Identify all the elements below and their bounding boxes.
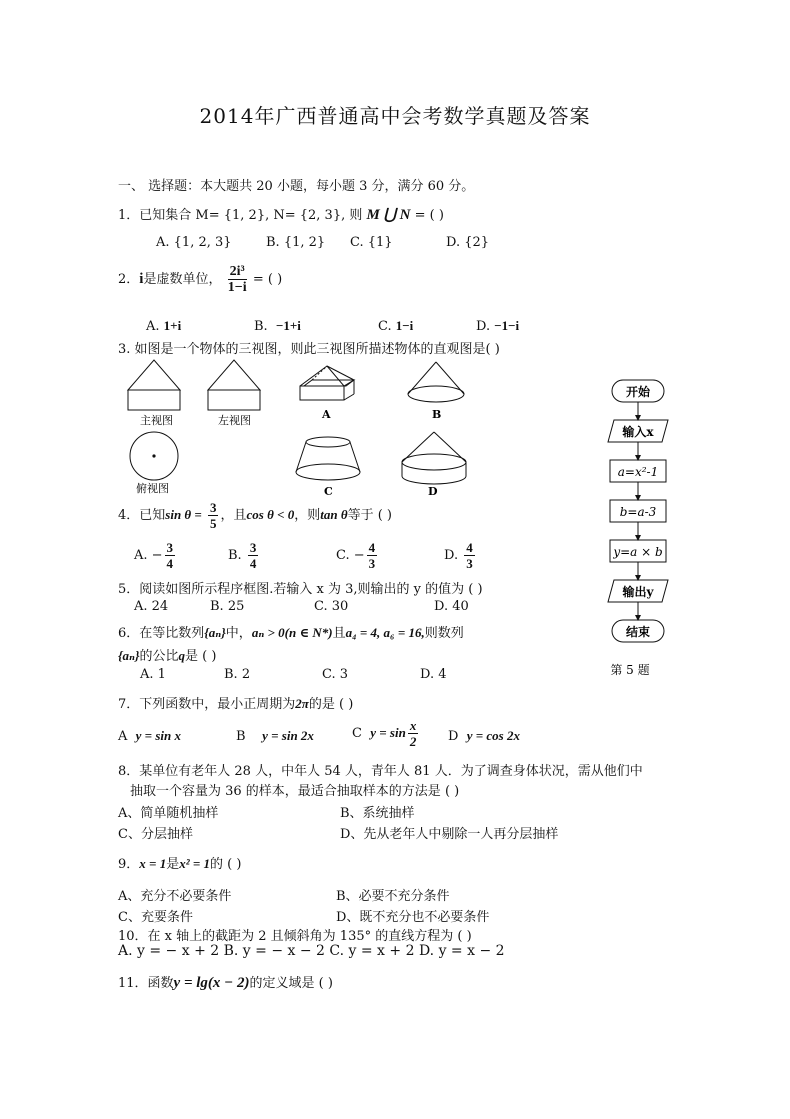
q8-option-a: A、简单随机抽样 xyxy=(118,806,219,821)
q2-denominator: 1−i xyxy=(227,280,247,295)
q2-stem: 是虚数单位， xyxy=(143,272,222,287)
q1-stem-a: 1．已知集合 M= {1, 2}, N= {2, 3}, 则 xyxy=(118,208,363,223)
q5-option-a: A. 24 xyxy=(134,599,169,614)
option-d-figure xyxy=(402,432,466,484)
q2-i: i xyxy=(139,271,144,287)
q2-number: 2． xyxy=(118,272,140,287)
flow-step1-text: a=x²-1 xyxy=(617,465,659,479)
q6-option-a: A. 1 xyxy=(140,667,166,682)
q7-a-value: y = sin x xyxy=(135,728,181,743)
question-4 xyxy=(118,500,392,531)
q4-fraction xyxy=(208,500,219,531)
flow-caption: 第 5 题 xyxy=(610,663,650,676)
q7-stem-b: 的是 ( ) xyxy=(308,697,354,712)
q4-a-label: A. − xyxy=(134,548,163,563)
top-view-label: 俯视图 xyxy=(136,482,169,495)
question-11 xyxy=(118,972,333,992)
q7-c-value: y = sin xyxy=(370,725,406,740)
option-b-label: B xyxy=(432,408,442,421)
left-view-label: 左视图 xyxy=(218,414,251,427)
q5-option-d: D. 40 xyxy=(434,599,469,614)
q1-expression: M ⋃ N xyxy=(366,207,411,223)
q4-c-frac xyxy=(367,540,378,571)
q4-c-label: C. − xyxy=(336,548,365,563)
q4-frac-den: 5 xyxy=(209,516,217,531)
q2-option-a xyxy=(146,318,181,334)
flow-end-text: 结束 xyxy=(625,625,651,639)
option-c-figure xyxy=(296,437,360,480)
q6-values: a₄ = 4, a₆ = 16, xyxy=(345,625,425,640)
q4-d-frac xyxy=(464,540,475,571)
flow-step2-text: b=a-3 xyxy=(619,505,657,519)
q4-stem-a: 4．已知 xyxy=(118,508,166,523)
q4-option-c xyxy=(336,540,379,571)
q4-c-num: 4 xyxy=(368,540,376,555)
q7-stem-a: 7．下列函数中，最小正周期为 xyxy=(118,697,296,712)
q6-sequence-2: {aₙ} xyxy=(118,648,140,663)
option-c-label: C xyxy=(324,485,333,498)
q4-b-label: B. xyxy=(228,548,242,563)
q2-option-b xyxy=(254,318,301,334)
q4-b-num: 3 xyxy=(249,540,257,555)
q4-frac-num: 3 xyxy=(209,500,217,515)
q1-option-b: B. {1, 2} xyxy=(266,235,326,250)
q4-sin: sin θ = xyxy=(165,507,202,522)
q2-numerator: 2i³ xyxy=(229,264,245,279)
q2-b-label: B. xyxy=(254,319,268,334)
question-6-line2 xyxy=(118,645,216,664)
q4-a-den: 4 xyxy=(166,556,174,571)
front-view-figure xyxy=(128,360,180,410)
q2-option-d xyxy=(476,318,519,334)
q2-d-label: D. xyxy=(476,319,491,334)
q2-d-value: −1−i xyxy=(494,318,520,333)
q1-option-a: A. {1, 2, 3} xyxy=(156,235,232,250)
question-5: 5．阅读如图所示程序框图.若输入 x 为 3,则输出的 y 的值为 ( ) xyxy=(118,582,483,597)
page-title: 2014年广西普通高中会考数学真题及答案 xyxy=(199,104,591,128)
question-7 xyxy=(118,693,353,712)
q6-option-c: C. 3 xyxy=(322,667,349,682)
section-header: 一、 选择题：本大题共 20 小题，每小题 3 分，满分 60 分。 xyxy=(118,179,475,194)
q7-a-label: A xyxy=(118,729,128,744)
option-a-label: A xyxy=(322,408,331,421)
q11-stem-b: 的定义域是 ( ) xyxy=(249,976,333,991)
q4-cos: cos θ < 0 xyxy=(246,507,295,522)
q11-stem-a: 11．函数 xyxy=(118,976,174,991)
q2-fraction xyxy=(228,264,247,295)
flow-step3-text: y=a × b xyxy=(613,545,663,559)
option-d-label: D xyxy=(428,485,438,498)
q7-c-num: x xyxy=(409,718,417,733)
q6-stem-c: 且 xyxy=(332,626,346,641)
question-10: 10．在 x 轴上的截距为 2 且倾斜角为 135° 的直线方程为 ( ) xyxy=(118,929,472,944)
flow-start-text: 开始 xyxy=(625,385,651,399)
q7-option-a xyxy=(118,728,181,744)
q9-expr-1: x = 1 xyxy=(139,856,167,871)
q7-d-value: y = cos 2x xyxy=(466,728,520,743)
q4-d-den: 3 xyxy=(466,556,473,571)
q8-option-c: C、分层抽样 xyxy=(118,827,193,842)
q4-option-b xyxy=(228,540,260,571)
question-8-line2: 抽取一个容量为 36 的样本，最适合抽取样本的方法是 ( ) xyxy=(130,784,460,799)
question-1 xyxy=(118,204,444,224)
q4-stem-d: 等于 ( ) xyxy=(347,508,393,523)
q6-stem-e: 的公比 xyxy=(139,649,179,664)
q9-option-c: C、充要条件 xyxy=(118,910,193,925)
q4-stem-b: ，且 xyxy=(220,508,247,523)
q9-number: 9． xyxy=(118,857,140,872)
flow-output-text: 输出y xyxy=(622,585,654,599)
q4-b-den: 4 xyxy=(249,556,257,571)
top-view-figure xyxy=(130,432,178,480)
q4-d-num: 4 xyxy=(466,540,473,555)
q2-b-value: −1+i xyxy=(275,318,301,333)
q6-condition: aₙ > 0(n ∈ N*) xyxy=(251,625,333,640)
question-8-line1: 8．某单位有老年人 28 人，中年人 54 人，青年人 81 人．为了调查身体状况，需从他们中 xyxy=(118,764,643,779)
q1-option-d: D. {2} xyxy=(446,235,490,250)
option-a-figure xyxy=(300,366,354,400)
option-b-figure xyxy=(408,362,464,402)
three-view-figures xyxy=(118,352,478,502)
q8-option-b: B、系统抽样 xyxy=(340,806,415,821)
q8-option-d: D、先从老年人中剔除一人再分层抽样 xyxy=(340,827,559,842)
front-view-label: 主视图 xyxy=(140,414,173,427)
q10-options: A. y = − x + 2 B. y = − x − 2 C. y = x + 2 D. y = x − 2 xyxy=(118,943,505,959)
q9-mid: 是 xyxy=(166,857,180,872)
q4-a-num: 3 xyxy=(166,540,174,555)
q7-option-c xyxy=(352,718,420,749)
q2-a-value: 1+i xyxy=(163,318,182,333)
question-2 xyxy=(118,264,282,295)
q7-b-value: y = sin 2x xyxy=(262,728,314,743)
left-view-figure xyxy=(208,360,260,410)
q5-option-b: B. 25 xyxy=(210,599,245,614)
q2-c-label: C. xyxy=(378,319,392,334)
q9-expr-2: x² = 1 xyxy=(179,856,211,871)
q6-option-d: D. 4 xyxy=(420,667,447,682)
q2-option-c xyxy=(378,318,413,334)
q9-option-d: D、既不充分也不必要条件 xyxy=(336,910,490,925)
q7-d-label: D xyxy=(448,729,459,744)
q6-q: q xyxy=(178,648,186,663)
q7-c-label: C xyxy=(352,726,362,741)
q4-b-frac xyxy=(248,540,259,571)
q4-option-d xyxy=(444,540,477,571)
q7-option-b xyxy=(236,728,314,744)
q6-stem-a: 6．在等比数列 xyxy=(118,626,205,641)
question-3: 3. 如图是一个物体的三视图，则此三视图所描述物体的直观图是( ) xyxy=(118,342,500,357)
q4-c-den: 3 xyxy=(368,556,376,571)
q7-c-frac xyxy=(408,718,419,749)
q5-option-c: C. 30 xyxy=(314,599,349,614)
q7-period: 2π xyxy=(295,696,309,711)
question-6 xyxy=(118,622,464,641)
q2-a-label: A. xyxy=(146,319,160,334)
q4-stem-c: ，则 xyxy=(294,508,321,523)
q2-tail: = ( ) xyxy=(252,272,283,287)
q9-tail: 的 ( ) xyxy=(210,857,242,872)
question-9 xyxy=(118,853,241,872)
q6-option-b: B. 2 xyxy=(224,667,251,682)
flowchart xyxy=(596,376,686,676)
q11-expression: y = lg(x − 2) xyxy=(173,975,250,991)
q4-d-label: D. xyxy=(444,548,459,563)
q4-option-a xyxy=(134,540,177,571)
q6-stem-f: 是 ( ) xyxy=(185,649,217,664)
q6-sequence: {aₙ} xyxy=(204,625,226,640)
q7-option-d xyxy=(448,728,520,744)
q2-c-value: 1−i xyxy=(395,318,414,333)
q1-option-c: C. {1} xyxy=(350,235,393,250)
flow-input-text: 输入x xyxy=(622,425,654,439)
q7-b-label: B xyxy=(236,729,246,744)
q6-stem-d: 则数列 xyxy=(424,626,464,641)
q4-tan: tan θ xyxy=(320,507,348,522)
q9-option-a: A、充分不必要条件 xyxy=(118,889,232,904)
q7-c-den: 2 xyxy=(409,734,417,749)
q9-option-b: B、必要不充分条件 xyxy=(336,889,450,904)
q6-stem-b: 中， xyxy=(225,626,252,641)
q1-stem-b: = ( ) xyxy=(414,208,444,223)
q4-a-frac xyxy=(165,540,176,571)
